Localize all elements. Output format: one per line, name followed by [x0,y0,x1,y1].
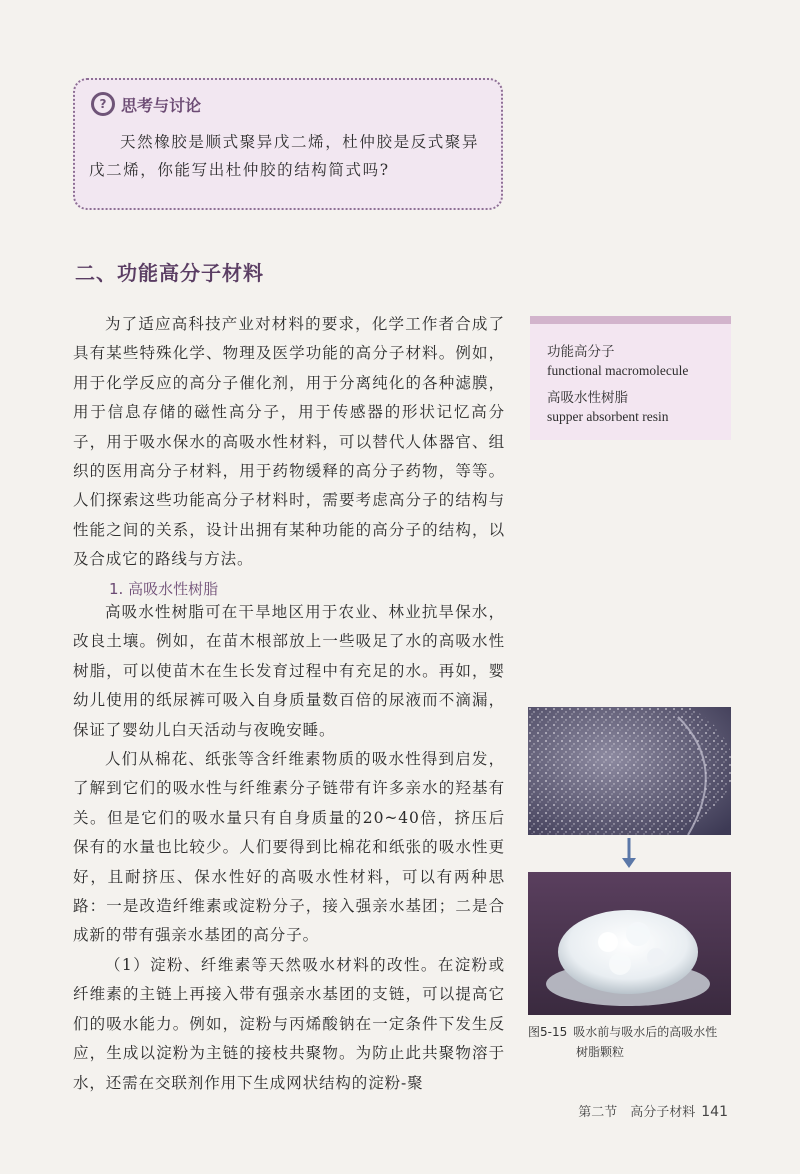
section-heading: 二、功能高分子材料 [75,261,264,285]
footer-section-title: 第二节 高分子材料 [578,1105,696,1120]
resin-before-photo [528,707,731,835]
margin-note-bar [530,316,731,324]
think-box-text: 天然橡胶是顺式聚异戊二烯，杜仲胶是反式聚异戊二烯，你能写出杜仲胶的结构简式吗? [89,133,480,179]
down-arrow-icon [620,836,638,870]
subsection-body [73,598,505,1098]
think-box-header [91,92,201,116]
resin-after-photo [528,872,731,1015]
think-discuss-box [73,78,503,210]
page-footer [578,1101,728,1120]
margin-glossary-note [530,316,731,440]
figure-caption [528,1022,738,1062]
page-number: 141 [701,1104,728,1120]
speech-bubble-icon: ? [91,92,115,116]
intro-paragraph-block [73,310,505,575]
caption-line-1: 吸水前与吸水后的高吸水性 [573,1025,718,1039]
glossary-term-cn-1: 功能高分子 [547,344,615,360]
figure-number: 图5-15 [528,1025,568,1039]
paragraph-3: （1）淀粉、纤维素等天然吸水材料的改性。在淀粉或纤维素的主链上再接入带有强亲水基团的支链，可以提高它们的吸水能力。例如，淀粉与丙烯酸钠在一定条件下发生反应，生成以淀粉为主链的接枝共聚物。为防止此共聚物溶于水，还需在交联剂作用下生成网状结构的淀粉-聚 [73,955,505,1092]
think-box-title: 思考与讨论 [121,95,202,115]
paragraph-2: 人们从棉花、纸张等含纤维素物质的吸水性得到启发，了解到它们的吸水性与纤维素分子链带有许多亲水的羟基有关。但是它们的吸水量只有自身质量的20~40倍，挤压后保有的水量也比较少。人们要得到比棉花和纸张的吸水性更好，且耐挤压、保水性好的高吸水性材料，可以有两种思路：一是改造纤维素或淀粉分子，接入强亲水基团；二是合成新的带有强亲水基团的高分子。 [73,750,505,945]
glossary-term-en-2: supper absorbent resin [547,409,669,424]
glossary-term-en-1: functional macromolecule [547,363,689,378]
subsection-heading: 1. 高吸水性树脂 [109,580,219,598]
caption-line-2: 树脂颗粒 [576,1045,625,1059]
paragraph-1: 高吸水性树脂可在干旱地区用于农业、林业抗旱保水，改良土壤。例如，在苗木根部放上一些吸足了水的高吸水性树脂，可以使苗木在生长发育过程中有充足的水。再如，婴幼儿使用的纸尿裤可吸入自身质量数百倍的尿液而不滴漏，保证了婴幼儿白天活动与夜晚安睡。 [73,603,505,739]
glossary-term-cn-2: 高吸水性树脂 [547,390,628,406]
intro-paragraph: 为了适应高科技产业对材料的要求，化学工作者合成了具有某些特殊化学、物理及医学功能的高分子材料。例如，用于化学反应的高分子催化剂，用于分离纯化的各种滤膜，用于信息存储的磁性高分子，用于传感器的形状记忆高分子，用于吸水保水的高吸水性材料，可以替代人体器官、组织的医用高分子材料，用于药物缓释的高分子药物，等等。人们探索这些功能高分子材料时，需要考虑高分子的结构与性能之间的关系，设计出拥有某种功能的高分子的结构，以及合成它的路线与方法。 [73,315,505,569]
